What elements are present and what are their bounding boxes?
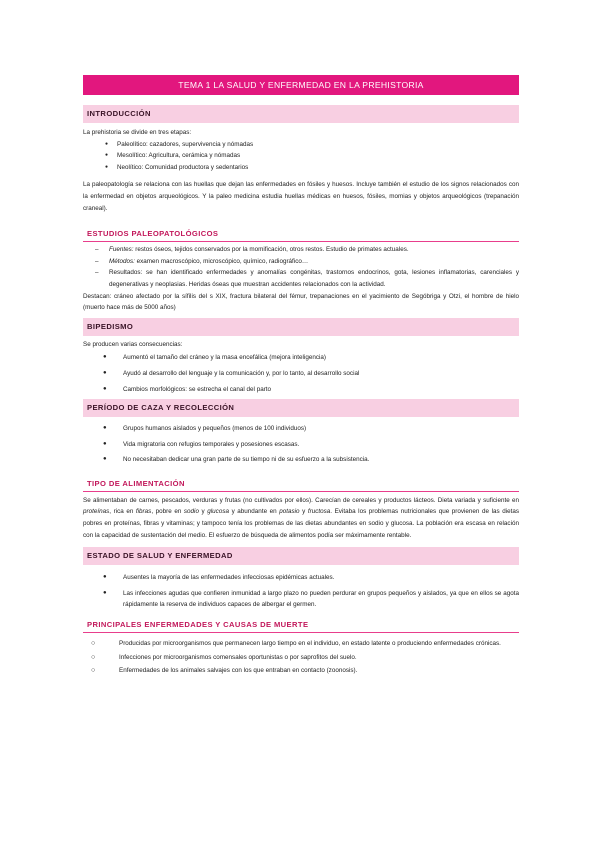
- text-run: y abundante en: [229, 508, 280, 516]
- text-run: proteínas: [83, 508, 110, 516]
- section-header-introduccion: INTRODUCCIÓN: [83, 105, 519, 123]
- section-alimentacion: [83, 495, 519, 541]
- section-header-salud: ESTADO DE SALUD Y ENFERMEDAD: [83, 547, 519, 565]
- section-header-alimentacion: TIPO DE ALIMENTACIÓN: [83, 476, 519, 492]
- text-run: . Evitaba los problemas nutricionales que provienen de las dietas pobres en proteínas, fibras y vitaminas; y tampoco tenía los problemas de las dietas abundantes en sodio y glucosa. La población era escasa en relación con la capacidad de sustentación del medio. El esfuerzo de búsqueda de alimentos podía ser máximamente rentable.: [83, 508, 520, 539]
- list-item: ● Aumentó el tamaño del cráneo y la masa encefálica (mejora inteligencia): [83, 352, 519, 364]
- list-item: ● Mesolítico: Agricultura, cerámica y nómadas: [83, 150, 519, 162]
- list-item: [83, 256, 519, 268]
- item-text: se han identificado enfermedades y anomalías congénitas, trastornos endocrinos, gota, lesiones inflamatorias, carenciales y degenerativas y neoplasias. Heridas óseas que muestran accidentes relacionados con la actividad.: [109, 269, 519, 288]
- list-item: ● Ayudó al desarrollo del lenguaje y la comunicación y, por lo tanto, al desarrollo social: [83, 368, 519, 380]
- item-label: Resultados:: [109, 269, 143, 277]
- section-causas: [83, 638, 519, 677]
- text-run: glucosa: [207, 508, 229, 516]
- list-item: ○ Producidas por microorganismos que permanecen largo tiempo en el individuo, en estado latente o produciendo enfermedades crónicas.: [83, 638, 519, 650]
- section-introduccion: [83, 127, 519, 214]
- estudios-destacan: Destacan: cráneo afectado por la sífilis del s XIX, fractura bilateral del fémur, trepanaciones en el yacimiento de Segóbriga y Otzi, el hombre de hielo (muerto hace más de 5000 años): [83, 292, 519, 312]
- text-run: fibras: [135, 508, 152, 516]
- list-item: ○ Infecciones por microorganismos comensales oportunistas o por saprofitos del suelo.: [83, 652, 519, 664]
- section-estudios: [83, 244, 519, 314]
- text-run: potasio: [279, 508, 300, 516]
- list-item: ● Las infecciones agudas que confieren inmunidad a largo plazo no pueden perdurar en grupos pequeños y aislados, ya que en ellos se agota rápidamente la reserva de individuos capaces de albergar el germen.: [83, 588, 519, 611]
- section-header-caza: PERÍODO DE CAZA Y RECOLECCIÓN: [83, 399, 519, 417]
- list-item: ● Ausentes la mayoría de las enfermedades infecciosas epidémicas actuales.: [83, 572, 519, 584]
- section-salud: [83, 572, 519, 611]
- document-content: [83, 75, 519, 679]
- list-item: ● Neolítico: Comunidad productora y sedentarios: [83, 162, 519, 174]
- section-header-estudios: ESTUDIOS PALEOPATOLÓGICOS: [83, 226, 519, 242]
- estudios-list: [83, 244, 519, 290]
- alimentacion-paragraph: [83, 495, 519, 541]
- text-run: , pobre en: [151, 508, 184, 516]
- caza-list: [83, 423, 519, 466]
- text-run: y: [198, 508, 208, 516]
- list-item: ● Cambios morfológicos: se estrecha el canal del parto: [83, 384, 519, 396]
- section-caza: [83, 423, 519, 466]
- list-item: [83, 244, 519, 256]
- text-run: fructosa: [307, 508, 331, 516]
- item-text: restos óseos, tejidos conservados por la momificación, otros restos. Estudio de primates actuales.: [133, 246, 409, 254]
- text-run: Se alimentaban de carnes, pescados, verduras y frutas (no cultivados por ellos). Carecían de cereales y productos lácteos. Dieta variada y suficiente en: [83, 496, 519, 504]
- item-text: examen macroscópico, microscópico, químico, radiográfico…: [134, 257, 309, 265]
- section-header-bipedismo: BIPEDISMO: [83, 318, 519, 336]
- list-item: ○ Enfermedades de los animales salvajes con los que entraban en contacto (zoonosis).: [83, 665, 519, 677]
- page-title: TEMA 1 LA SALUD Y ENFERMEDAD EN LA PREHISTORIA: [83, 75, 519, 95]
- salud-list: [83, 572, 519, 611]
- intro-list: [83, 139, 519, 174]
- text-run: , rica en: [109, 508, 136, 516]
- list-item: ● Vida migratoria con refugios temporales y posesiones escasas.: [83, 439, 519, 451]
- list-item: [83, 267, 519, 290]
- list-item: ● Paleolítico: cazadores, supervivencia y nómadas: [83, 139, 519, 151]
- intro-paragraph: La paleopatología se relaciona con las huellas que dejan las enfermedades en fósiles y huesos. Incluye también el estudio de los signos relacionados con la enfermedad en objetos arqueológicos. Y la paleo medicina estudia huellas médicas en huesos, fósiles, momias y objetos arqueológicos (trepanación craneal).: [83, 181, 519, 212]
- section-bipedismo: [83, 339, 519, 395]
- causas-list: [83, 638, 519, 677]
- text-run: sodio: [183, 508, 199, 516]
- bipedismo-list: [83, 352, 519, 395]
- item-label: Métodos:: [109, 257, 135, 265]
- bipedismo-lead: Se producen varias consecuencias:: [83, 340, 183, 348]
- section-header-causas: PRINCIPALES ENFERMEDADES Y CAUSAS DE MUERTE: [83, 617, 519, 633]
- list-item: ● No necesitaban dedicar una gran parte de su tiempo ni de su esfuerzo a la subsistencia.: [83, 454, 519, 466]
- list-item: ● Grupos humanos aislados y pequeños (menos de 100 individuos): [83, 423, 519, 435]
- item-label: Fuentes:: [109, 246, 134, 254]
- intro-lead: La prehistoria se divide en tres etapas:: [83, 129, 192, 136]
- text-run: y: [299, 508, 308, 516]
